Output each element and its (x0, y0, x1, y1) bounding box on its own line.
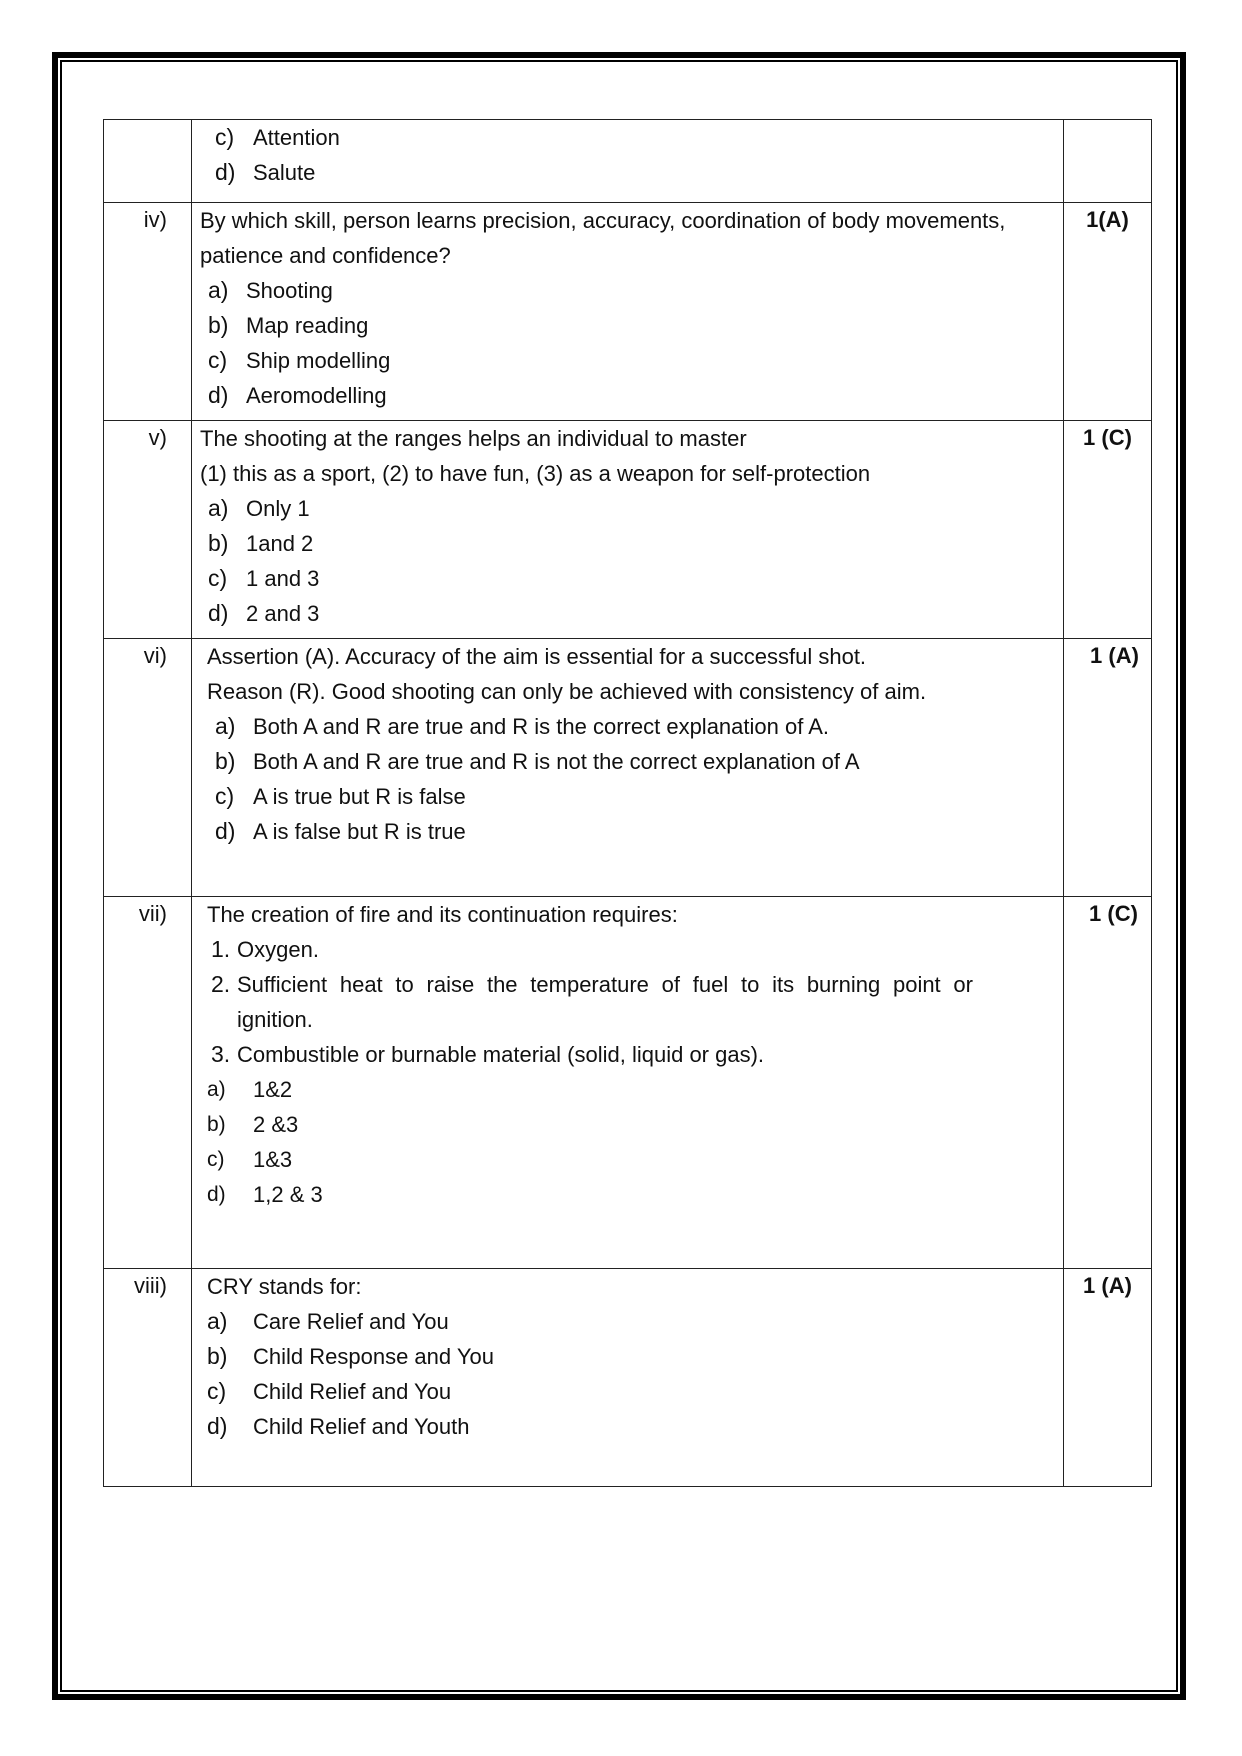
numbered-item-2: 2. Sufficient heat to raise the temperature of fuel to its burning point or ignition. (211, 971, 973, 1032)
option-d: d) 1,2 & 3 (207, 1182, 323, 1207)
marks-cell: 1 (A) (1064, 1269, 1152, 1487)
numbered-item-1: 1. Oxygen. (211, 936, 319, 962)
option-b: b) Both A and R are true and R is not the correct explanation of A (215, 748, 860, 774)
question-text-line: The creation of fire and its continuation requires: (207, 902, 678, 927)
question-text-line: (1) this as a sport, (2) to have fun, (3) as a weapon for self-protection (200, 461, 871, 486)
question-number: v) (104, 421, 192, 639)
option-a: a) Shooting (208, 277, 333, 303)
table-row (104, 639, 1152, 897)
marks-cell: 1 (C) (1064, 421, 1152, 639)
marks-cell (1064, 120, 1152, 203)
option-a: a) Care Relief and You (207, 1308, 449, 1334)
reason-text: Reason (R). Good shooting can only be achieved with consistency of aim. (207, 679, 927, 704)
option-a: a) Only 1 (208, 495, 310, 521)
option-c: c) Attention (215, 124, 340, 150)
question-cell (192, 203, 1064, 421)
option-a: a) Both A and R are true and R is the correct explanation of A. (215, 713, 830, 739)
table-row (104, 120, 1152, 203)
question-text-line: By which skill, person learns precision, accuracy, coordination of body movements, (200, 208, 1006, 233)
question-cell (192, 120, 1064, 203)
question-number: viii) (104, 1269, 192, 1487)
option-c: c) Ship modelling (208, 347, 391, 373)
option-d: d) 2 and 3 (208, 600, 320, 626)
marks-cell: 1 (A) (1064, 639, 1152, 897)
question-cell (192, 639, 1064, 897)
numbered-item-3: 3. Combustible or burnable material (solid, liquid or gas). (211, 1041, 765, 1067)
question-number: iv) (104, 203, 192, 421)
question-number: vi) (104, 639, 192, 897)
question-text-line: CRY stands for: (207, 1274, 362, 1299)
option-d: d) A is false but R is true (215, 818, 466, 844)
table-row (104, 421, 1152, 639)
option-d: d) Salute (215, 159, 316, 185)
option-b: b) 1and 2 (208, 530, 314, 556)
question-number: vii) (104, 897, 192, 1269)
option-c: c) 1&3 (207, 1147, 293, 1172)
option-b: b) 2 &3 (207, 1112, 299, 1137)
question-table (103, 119, 1152, 1487)
option-c: c) 1 and 3 (208, 565, 320, 591)
table-row (104, 1269, 1152, 1487)
question-number (104, 120, 192, 203)
assertion-text: Assertion (A). Accuracy of the aim is essential for a successful shot. (207, 644, 867, 669)
question-cell (192, 897, 1064, 1269)
option-a: a) 1&2 (207, 1077, 293, 1102)
table-row (104, 897, 1152, 1269)
marks-cell: 1 (C) (1064, 897, 1152, 1269)
option-c: c) A is true but R is false (215, 783, 466, 809)
option-b: b) Child Response and You (207, 1343, 494, 1369)
option-d: d) Child Relief and Youth (207, 1413, 470, 1439)
marks-cell: 1(A) (1064, 203, 1152, 421)
table-row (104, 203, 1152, 421)
question-cell (192, 1269, 1064, 1487)
question-text-line: The shooting at the ranges helps an individual to master (200, 426, 747, 451)
option-c: c) Child Relief and You (207, 1378, 452, 1404)
question-text-line: patience and confidence? (200, 243, 451, 268)
option-b: b) Map reading (208, 312, 369, 338)
question-cell (192, 421, 1064, 639)
option-d: d) Aeromodelling (208, 382, 387, 408)
